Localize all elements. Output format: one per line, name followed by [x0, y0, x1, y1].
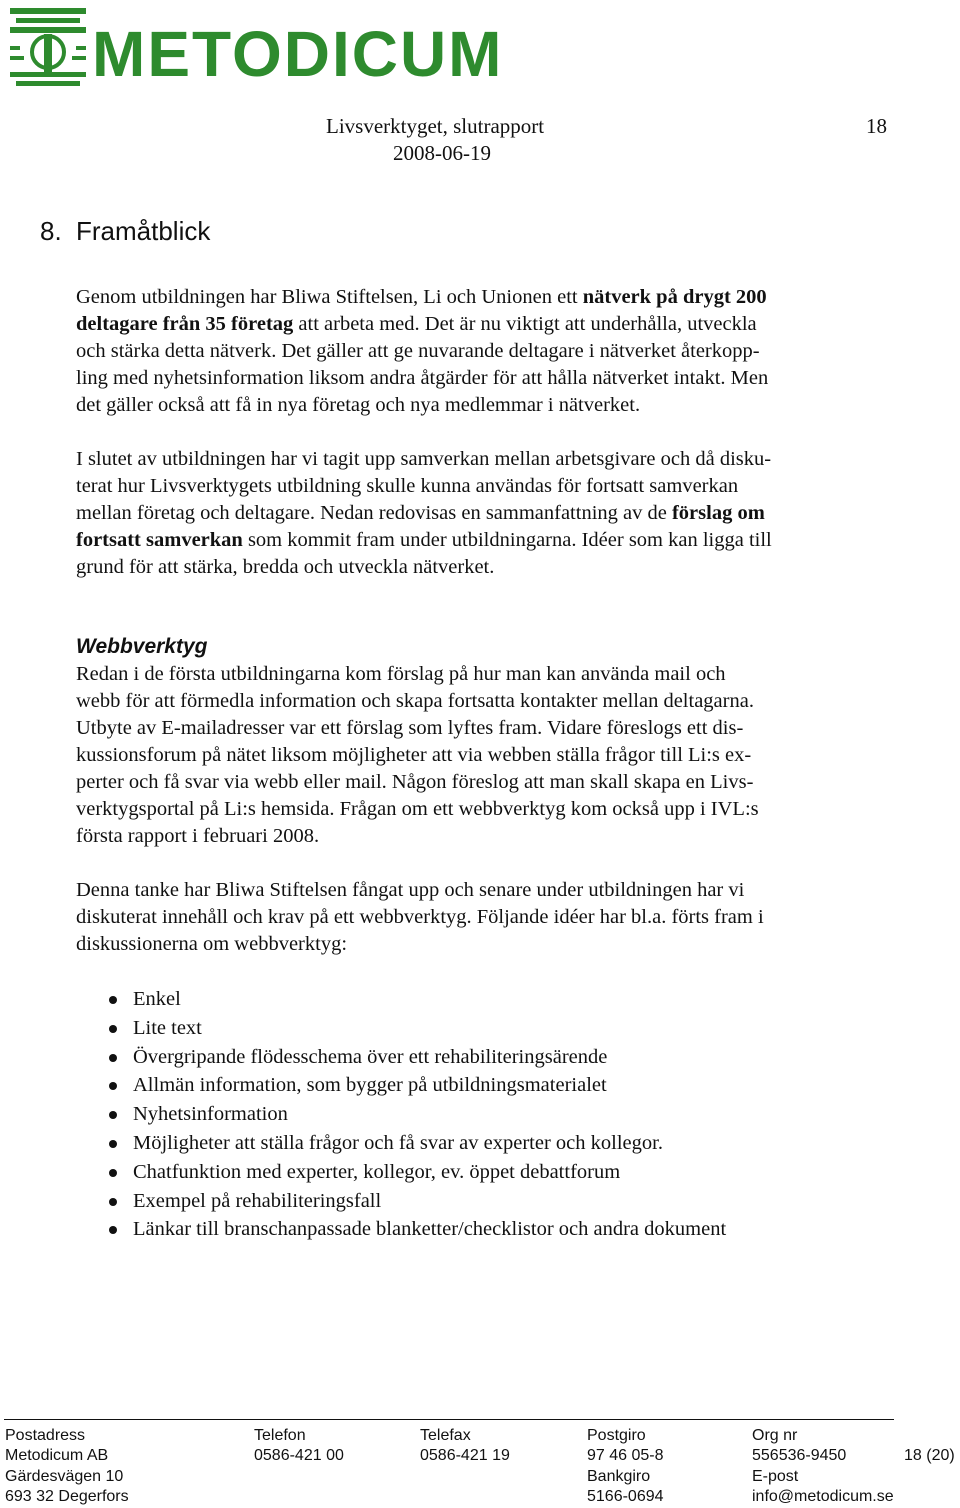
header-page-number: 18 — [866, 114, 887, 138]
text-line: och stärka detta nätverk. Det gäller att ge nuvarande deltagare i nätverket återkopp- — [76, 340, 760, 362]
text-line: Denna tanke har Bliwa Stiftelsen fångat upp och senare under utbildningen har vi — [76, 879, 745, 901]
footer-value: Metodicum AB — [5, 1447, 109, 1465]
bold-run: förslag om — [671, 502, 765, 524]
footer-column-address — [5, 1426, 129, 1507]
bullet-icon — [109, 1140, 117, 1148]
text-line: diskussionerna om webbverktyg: — [76, 933, 348, 955]
bullet-icon — [109, 1169, 117, 1177]
footer-divider — [4, 1419, 894, 1420]
text-line: Utbyte av E-mailadresser var ett förslag som lyftes fram. Vidare föreslogs ett dis- — [76, 717, 744, 739]
bullet-icon — [109, 1082, 117, 1090]
footer-label: Org nr — [752, 1427, 798, 1444]
footer-column-giro — [587, 1426, 664, 1507]
paragraph-web-tools — [76, 661, 876, 850]
footer-column-fax — [420, 1426, 510, 1467]
bold-run: nätverk på drygt 200 — [582, 286, 767, 308]
ideas-bullet-list — [76, 985, 726, 1244]
logo-emblem-icon — [8, 6, 88, 90]
text-line: diskuterat innehåll och krav på ett webbverktyg. Följande idéer har bl.a. förts fram i — [76, 906, 764, 928]
list-item-text: Möjligheter att ställa frågor och få svar av experter och kollegor. — [133, 1131, 663, 1154]
section-heading — [40, 214, 210, 248]
footer-value: 5166-0694 — [587, 1487, 664, 1505]
text-line: webb för att förmedla information och skapa fortsatta kontakter mellan deltagarna. — [76, 690, 754, 712]
text-line: första rapport i februari 2008. — [76, 825, 320, 847]
footer-column-phone — [254, 1426, 344, 1467]
list-item-text: Övergripande flödesschema över ett rehabiliteringsärende — [133, 1045, 608, 1068]
list-item-text: Nyhetsinformation — [133, 1103, 288, 1126]
section-title-text: Framåtblick — [76, 216, 211, 246]
text-run: Genom utbildningen har Bliwa Stiftelsen, Li och Unionen ett — [76, 286, 583, 308]
bullet-icon — [109, 1198, 117, 1206]
section-number: 8. — [40, 216, 62, 246]
bold-run: fortsatt samverkan — [76, 529, 243, 551]
footer-label: Postadress — [5, 1427, 86, 1444]
footer-value: Gärdesvägen 10 — [5, 1467, 124, 1485]
list-item — [76, 1071, 726, 1100]
list-item-text: Enkel — [133, 988, 181, 1010]
text-run: som kommit fram under utbildningarna. Idéer som kan ligga till — [242, 529, 772, 551]
list-item-text: Länkar till branschanpassade blanketter/checklistor och andra dokument — [133, 1218, 727, 1241]
text-line: grund för att stärka, bredda och utveckla nätverket. — [76, 556, 495, 578]
paragraph-collaboration — [76, 446, 876, 581]
header-date: 2008-06-19 — [393, 141, 491, 165]
footer-label: Postgiro — [587, 1427, 646, 1444]
bullet-icon — [109, 1054, 117, 1062]
paragraph-ideas-intro — [76, 877, 876, 958]
list-item — [76, 1129, 726, 1158]
list-item — [76, 1187, 726, 1216]
text-line: ling med nyhetsinformation liksom andra åtgärder för att hålla nätverket intakt. Men — [76, 367, 769, 389]
bullet-icon — [109, 1111, 117, 1119]
text-line: det gäller också att få in nya företag och nya medlemmar i nätverket. — [76, 394, 641, 416]
text-line: verktygsportal på Li:s hemsida. Frågan om ett webbverktyg kom också upp i IVL:s — [76, 798, 759, 820]
bullet-icon — [109, 1226, 117, 1234]
text-line: kussionsforum på nätet liksom möjligheter att via webben ställa frågor till Li:s ex- — [76, 744, 752, 766]
footer-value: 0586-421 19 — [420, 1447, 510, 1465]
footer-email: info@metodicum.se — [752, 1487, 894, 1505]
bold-run: deltagare från 35 företag — [76, 313, 294, 335]
footer-page-count: 18 (20) — [904, 1447, 955, 1464]
text-run: att arbeta med. Det är nu viktigt att underhålla, utveckla — [293, 313, 757, 335]
list-item — [76, 985, 726, 1014]
text-line: perter och få svar via webb eller mail. Någon föreslog att man skall skapa en Livs- — [76, 771, 754, 793]
list-item — [76, 1158, 726, 1187]
list-item — [76, 1100, 726, 1129]
footer-column-org — [752, 1426, 894, 1507]
footer-value: 693 32 Degerfors — [5, 1487, 129, 1505]
footer-value: 0586-421 00 — [254, 1447, 344, 1465]
list-item-text: Lite text — [133, 1016, 202, 1039]
text-line: Redan i de första utbildningarna kom förslag på hur man kan använda mail och — [76, 663, 726, 685]
text-run: mellan företag och deltagare. Nedan redovisas en sammanfattning av de — [76, 502, 672, 524]
list-item-text: Allmän information, som bygger på utbildningsmaterialet — [133, 1074, 607, 1097]
list-item-text: Chatfunktion med experter, kollegor, ev. öppet debattforum — [133, 1160, 621, 1183]
bullet-icon — [109, 996, 117, 1004]
logo-wordmark: METODICUM — [92, 18, 504, 90]
list-item — [76, 1014, 726, 1043]
list-item-text: Exempel på rehabiliteringsfall — [133, 1189, 382, 1212]
header-title: Livsverktyget, slutrapport — [326, 114, 545, 138]
text-line: I slutet av utbildningen har vi tagit upp samverkan mellan arbetsgivare och då disku- — [76, 448, 772, 470]
footer-value: 97 46 05-8 — [587, 1447, 664, 1465]
footer-label: Bankgiro — [587, 1467, 651, 1485]
subheading-webbverktyg: Webbverktyg — [76, 635, 208, 658]
list-item — [76, 1043, 726, 1072]
footer-label: Telefon — [254, 1427, 306, 1444]
list-item — [76, 1215, 726, 1244]
bullet-icon — [109, 1025, 117, 1033]
footer-label: E-post — [752, 1467, 799, 1485]
paragraph-network — [76, 284, 876, 419]
footer-label: Telefax — [420, 1427, 471, 1444]
footer-value: 556536-9450 — [752, 1447, 847, 1465]
metodicum-logo — [8, 4, 504, 92]
text-line: terat hur Livsverktygets utbildning skulle kunna användas för fortsatt samverkan — [76, 475, 739, 497]
